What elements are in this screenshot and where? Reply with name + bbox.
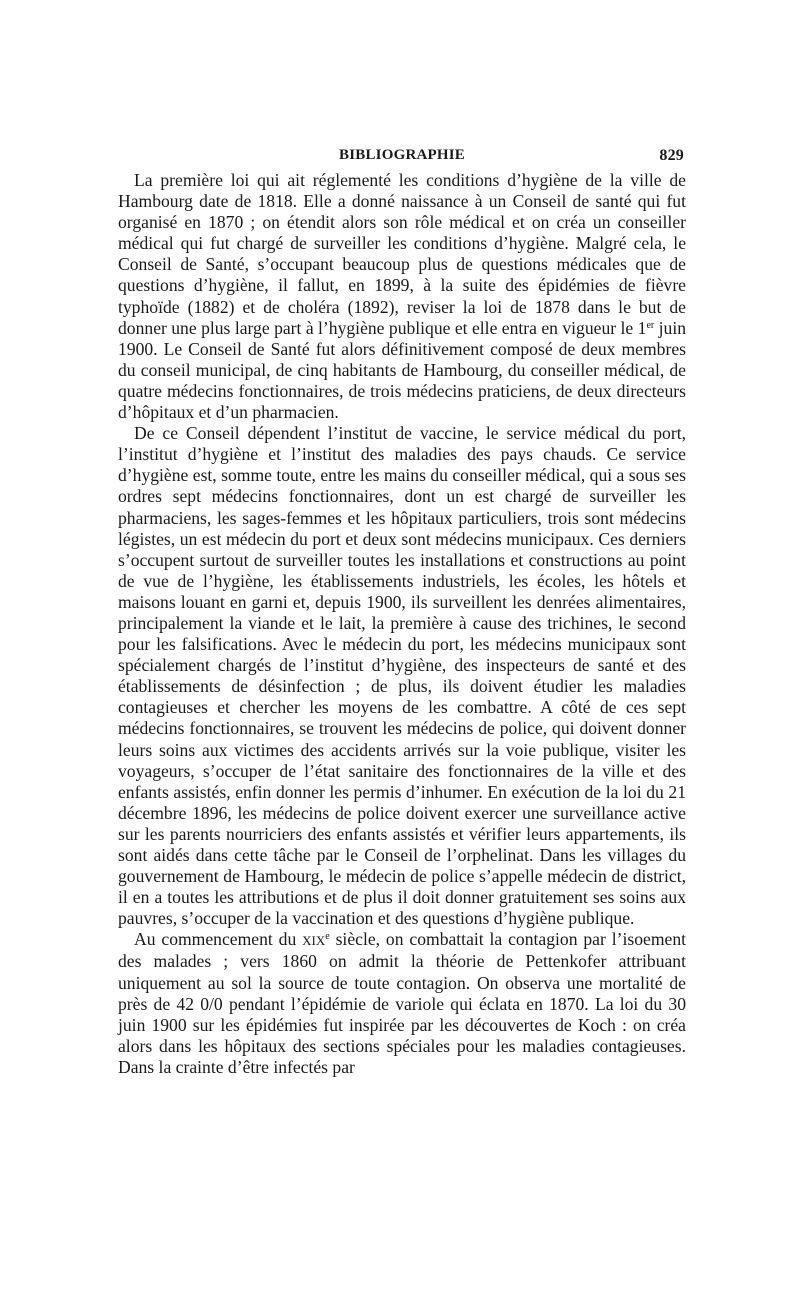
paragraph-3: [118, 929, 686, 1078]
ordinal-superscript: er: [646, 319, 655, 331]
century-numeral: XIX: [302, 933, 326, 949]
paragraph-1-text-before: La première loi qui ait réglementé les conditions d’hygiène de la ville de Hambourg date de 1818. Elle a donné naissance à un Conseil de santé qui fut organisé en 1870 ; on étendit alors son rôle médical et on créa un conseiller médical qui fut chargé de surveiller les conditions d’hygiène. Malgré cela, le Conseil de Santé, s’occupant beaucoup plus de questions médicales que de questions d’hygiène, il fallut, en 1899, à la suite des épidémies de fièvre typhoïde (1882) et de choléra (1892), reviser la loi de 1878 dans le but de donner une plus large part à l’hygiène publique et elle entra en vigueur le 1: [118, 170, 686, 338]
paragraph-1-text-after: juin 1900. Le Conseil de Santé fut alors définitivement composé de deux membres du conseil municipal, de cinq habitants de Hambourg, du conseiller médical, de quatre médecins fonctionnaires, de trois médecins praticiens, de deux directeurs d’hôpitaux et d’un pharmacien.: [118, 317, 686, 423]
paragraph-2: De ce Conseil dépendent l’institut de vaccine, le service médical du port, l’institut d’hygiène et l’institut des maladies des pays chauds. Ce service d’hygiène est, somme toute, entre les mains du conseiller médical, qui a sous ses ordres sept médecins fonctionnaires, dont un est chargé de surveiller les pharmaciens, les sages-femmes et les hôpitaux particuliers, trois sont médecins légistes, un est médecin du port et deux sont médecins municipaux. Ces derniers s’occupent surtout de surveiller toutes les installations et constructions au point de vue de l’hygiène, les établissements industriels, les écoles, les hôtels et maisons louant en garni et, depuis 1900, ils surveillent les denrées alimentaires, principalement la viande et le lait, la première à cause des trichines, le second pour les falsifications. Avec le médecin du port, les médecins municipaux sont spécialement chargés de l’institut d’hygiène, des inspecteurs de santé et des établissements de désinfection ; de plus, ils doivent étudier les maladies contagieuses et chercher les moyens de les combattre. A côté de ces sept médecins fonctionnaires, se trouvent les médecins de police, qui doivent donner leurs soins aux victimes des accidents arrivés sur la voie publique, visiter les voyageurs, s’occuper de l’état sanitaire des fonctionnaires de la ville et des enfants assistés, enfin donner les permis d’inhumer. En exécution de la loi du 21 décembre 1896, les médecins de police doivent exercer une surveillance active sur les parents nourriciers des enfants assistés et vérifier leurs appartements, ils sont aidés dans cette tâche par le Conseil de l’orphelinat. Dans les villages du gouvernement de Hambourg, le médecin de police s’appelle médecin de district, il en a toutes les attributions et de plus il doit donner gratuitement ses soins aux pauvres, s’occuper de la vaccination et des questions d’hygiène publique.: [118, 423, 686, 929]
running-header: [118, 140, 686, 170]
century-superscript: e: [325, 931, 330, 943]
body-text: [118, 170, 686, 1078]
running-title: BIBLIOGRAPHIE: [339, 147, 465, 163]
page-number: 829: [659, 147, 684, 164]
paragraph-1: [118, 170, 686, 423]
paragraph-3-text-after: siècle, on combattait la contagion par l’isoement des malades ; vers 1860 on admit la théorie de Pettenkofer attribuant uniquement au sol la source de toute contagion. On observa une mortalité de près de 42 0/0 pendant l’épidémie de variole qui éclata en 1870. La loi du 30 juin 1900 sur les épidémies fut inspirée par les découvertes de Koch : on créa alors dans les hôpitaux des sections spéciales pour les maladies contagieuses. Dans la crainte d’être infectés par: [118, 929, 687, 1077]
paragraph-3-text-before: Au commencement du: [134, 929, 303, 950]
book-page: [118, 140, 686, 1078]
